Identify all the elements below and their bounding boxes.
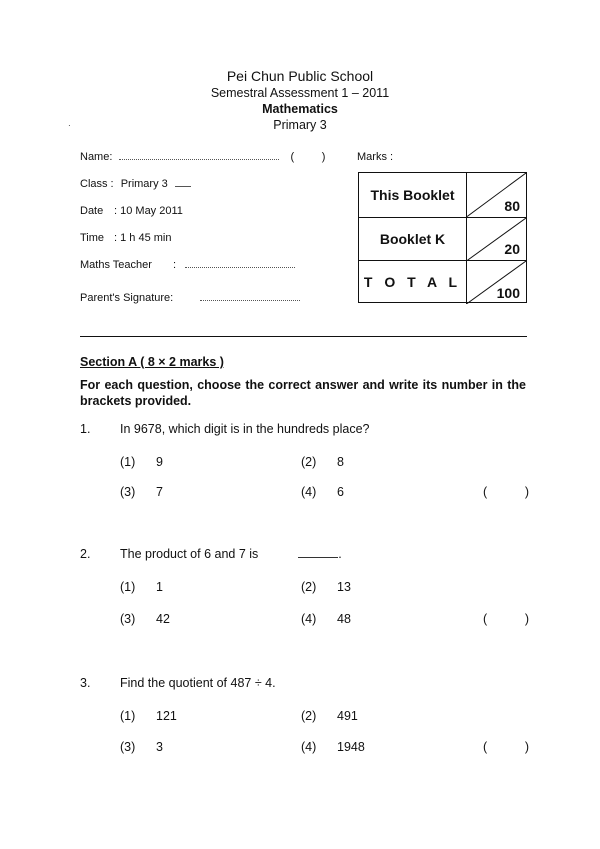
- question-text-line: [120, 547, 342, 561]
- name-label: Name:: [80, 151, 113, 163]
- answer-option: (3) 42: [120, 612, 170, 626]
- signature-line: [80, 292, 300, 305]
- date-value: : 10 May 2011: [114, 205, 183, 217]
- question-text: In 9678, which digit is in the hundreds place?: [120, 422, 370, 436]
- answer-option: (4) 6: [301, 485, 344, 499]
- answer-brackets[interactable]: ( ): [483, 740, 529, 754]
- teacher-blank[interactable]: [185, 259, 295, 268]
- marks-score-cell[interactable]: [467, 218, 526, 261]
- time-value: : 1 h 45 min: [114, 232, 172, 244]
- question-end: .: [338, 547, 342, 561]
- question-text: The product of 6 and 7 is: [120, 547, 259, 561]
- marks-score-cell[interactable]: [467, 173, 526, 217]
- class-label: Class :: [80, 178, 114, 190]
- question-number: 3.: [80, 676, 91, 690]
- answer-brackets[interactable]: ( ): [483, 485, 529, 499]
- marks-row-label: Booklet K: [359, 218, 467, 261]
- answer-blank[interactable]: [298, 548, 338, 558]
- date-line: [80, 205, 183, 218]
- marks-table: [358, 172, 527, 303]
- question-number: 1.: [80, 422, 91, 436]
- marks-total-value: 80: [504, 197, 520, 214]
- subject-title: Mathematics: [262, 102, 338, 116]
- marks-row-this-booklet: [359, 173, 526, 217]
- answer-brackets[interactable]: ( ): [483, 612, 529, 626]
- signature-label: Parent's Signature:: [80, 292, 174, 304]
- answer-option: (2) 8: [301, 455, 344, 469]
- name-line: [80, 151, 325, 164]
- answer-option: (1) 1: [120, 580, 163, 594]
- date-label: Date: [80, 205, 104, 217]
- marks-row-label: This Booklet: [359, 173, 467, 217]
- register-number-brackets: ( ): [290, 151, 326, 163]
- marks-score-cell[interactable]: [467, 261, 526, 304]
- answer-option: (2) 491: [301, 709, 358, 723]
- level-title: Primary 3: [273, 118, 327, 132]
- stray-mark: ·: [68, 121, 71, 130]
- class-value: Primary 3: [120, 178, 168, 190]
- marks-total-value: 100: [496, 284, 520, 301]
- name-blank[interactable]: [119, 151, 279, 160]
- signature-blank[interactable]: [200, 292, 300, 301]
- answer-option: (3) 3: [120, 740, 163, 754]
- section-title: Section A ( 8 × 2 marks ): [80, 355, 224, 369]
- marks-row-label: T O T A L: [359, 261, 467, 304]
- document-header: [0, 68, 600, 133]
- section-instructions: For each question, choose the correct answer and write its number in the brackets provided.: [80, 378, 526, 408]
- answer-option: (2) 13: [301, 580, 351, 594]
- answer-option: (4) 1948: [301, 740, 365, 754]
- answer-option: (4) 48: [301, 612, 351, 626]
- class-line: [80, 178, 191, 191]
- answer-option: (1) 121: [120, 709, 177, 723]
- marks-row-total: [359, 260, 526, 304]
- question-text: Find the quotient of 487 ÷ 4.: [120, 676, 276, 690]
- time-line: [80, 232, 171, 245]
- answer-option: (3) 7: [120, 485, 163, 499]
- marks-total-value: 20: [504, 241, 520, 258]
- teacher-label: Maths Teacher: [80, 259, 152, 271]
- class-blank[interactable]: [175, 178, 191, 187]
- answer-option: (1) 9: [120, 455, 163, 469]
- teacher-colon: :: [173, 259, 177, 271]
- school-name: Pei Chun Public School: [226, 68, 374, 84]
- divider: [80, 336, 527, 337]
- marks-row-booklet-k: [359, 217, 526, 261]
- marks-label: Marks :: [357, 151, 394, 163]
- assessment-title: Semestral Assessment 1 – 2011: [210, 86, 390, 100]
- teacher-line: [80, 259, 295, 272]
- question-number: 2.: [80, 547, 91, 561]
- time-label: Time: [80, 232, 105, 244]
